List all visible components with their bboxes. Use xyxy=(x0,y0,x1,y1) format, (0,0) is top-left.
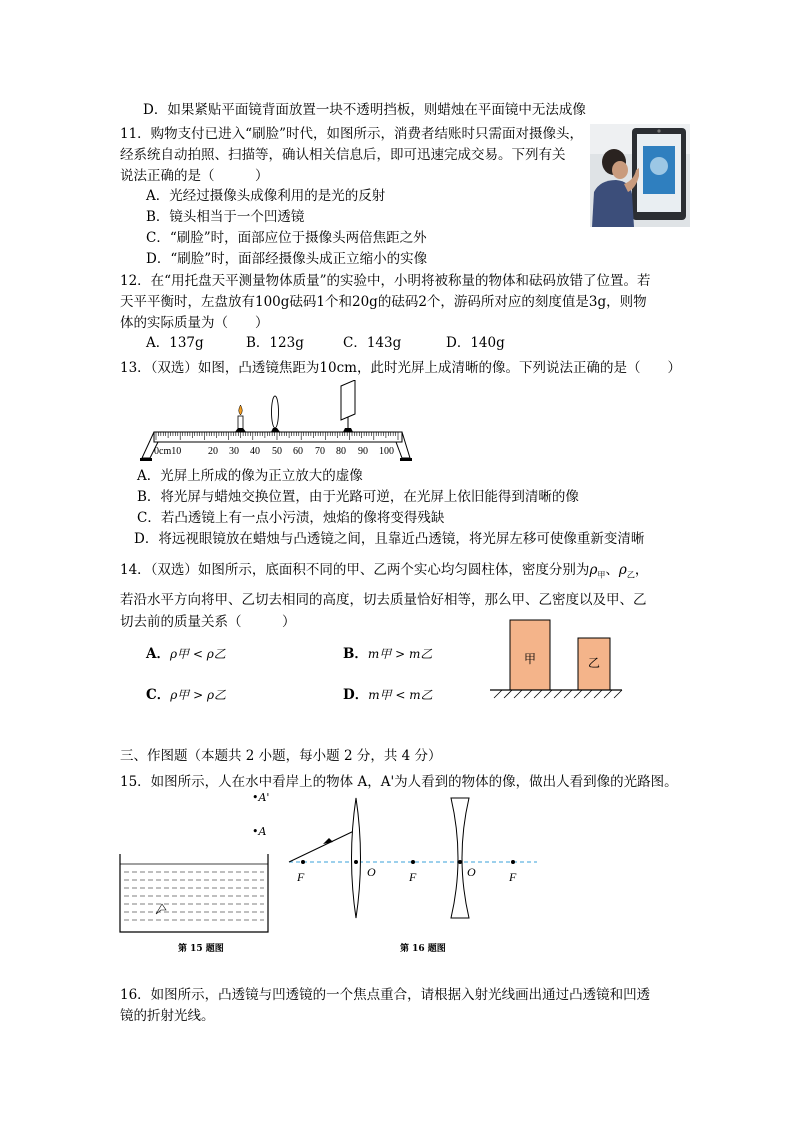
ruler-label-40: 40 xyxy=(250,446,260,457)
label-a: •A xyxy=(252,825,267,838)
q16-stem-line2: 镜的折射光线。 xyxy=(120,1008,215,1024)
q12-option-a: A．137g xyxy=(146,335,204,351)
ruler-label-0: 0cm10 xyxy=(154,446,182,457)
face-pay-photo xyxy=(590,124,690,227)
label-o1: O xyxy=(367,865,376,879)
q15-caption: 第 15 题图 xyxy=(178,944,224,954)
q14-option-b: B．m甲 > m乙 xyxy=(343,646,433,662)
q13-option-b: B．将光屏与蜡烛交换位置，由于光路可逆，在光屏上依旧能得到清晰的像 xyxy=(137,489,579,505)
ruler-label-30: 30 xyxy=(229,446,239,457)
label-o2: O xyxy=(467,865,476,879)
q16-stem-line1: 16．如图所示，凸透镜与凹透镜的一个焦点重合，请根据入射光线画出通过凸透镜和凹透 xyxy=(120,987,651,1003)
lens-system-figure xyxy=(285,792,540,920)
cylinders-figure xyxy=(488,618,624,704)
q13-option-d: D．将远视眼镜放在蜡烛与凸透镜之间，且靠近凸透镜，将光屏左移可使像重新变清晰 xyxy=(134,531,645,547)
q14-option-d: D．m甲 < m乙 xyxy=(343,687,433,703)
q13-option-a: A．光屏上所成的像为正立放大的虚像 xyxy=(137,468,363,484)
q11-option-a: A．光经过摄像头成像利用的是光的反射 xyxy=(146,188,386,204)
label-a-prime: •A' xyxy=(252,791,270,804)
ruler-label-100: 100 xyxy=(379,446,394,457)
q12-option-d: D．140g xyxy=(446,335,505,351)
q12-option-c: C．143g xyxy=(343,335,402,351)
ruler-label-50: 50 xyxy=(272,446,282,457)
ruler-label-70: 70 xyxy=(315,446,325,457)
q13-option-c: C．若凸透镜上有一点小污渍，烛焰的像将变得残缺 xyxy=(137,510,445,526)
q14-stem-line1: 14．（双选）如图所示，底面积不同的甲、乙两个实心均匀圆柱体，密度分别为$\rho_甲$、$\rho_乙$， xyxy=(120,562,649,580)
ruler-label-90: 90 xyxy=(358,446,368,457)
label-f2: F xyxy=(409,870,417,884)
q11-option-b: B．镜头相当于一个凹透镜 xyxy=(146,209,305,225)
block-jia-label: 甲 xyxy=(524,652,537,666)
q12-stem-line2: 天平平衡时，左盘放有100g砝码1个和20g的砝码2个，游码所对应的刻度值是3g，则物 xyxy=(120,294,647,310)
q12-stem-line3: 体的实际质量为（ ） xyxy=(120,315,269,331)
section-title: 三、作图题（本题共 2 小题，每小题 2 分，共 4 分） xyxy=(120,748,442,764)
label-f1: F xyxy=(297,870,305,884)
optical-bench-figure xyxy=(140,380,412,464)
q11-stem-line1: 11．购物支付已进入“刷脸”时代，如图所示，消费者结账时只需面对摄像头， xyxy=(120,126,583,142)
q14-option-a: A．ρ甲 < ρ乙 xyxy=(146,646,226,662)
q13-stem: 13．（双选）如图，凸透镜焦距为10cm，此时光屏上成清晰的像。下列说法正确的是（ ） xyxy=(120,360,681,376)
q14-stem-line2: 若沿水平方向将甲、乙切去相同的高度，切去质量恰好相等，那么甲、乙密度以及甲、乙 xyxy=(120,592,647,608)
label-f3: F xyxy=(509,870,517,884)
q15-stem: 15．如图所示，人在水中看岸上的物体 A，A'为人看到的物体的像，做出人看到像的光路图。 xyxy=(120,774,678,790)
water-tank-figure xyxy=(118,852,270,934)
q14-stem-line3: 切去前的质量关系（ ） xyxy=(120,614,296,630)
q12-option-b: B．123g xyxy=(246,335,304,351)
q11-stem-line2: 经系统自动拍照、扫描等，确认相关信息后，即可迅速完成交易。下列有关 xyxy=(120,147,566,163)
ruler-label-20: 20 xyxy=(208,446,218,457)
q12-stem-line1: 12．在“用托盘天平测量物体质量”的实验中，小明将被称量的物体和砝码放错了位置。若 xyxy=(120,273,651,289)
q11-stem-line3: 说法正确的是（ ） xyxy=(120,168,269,184)
q14-option-c: C．ρ甲 > ρ乙 xyxy=(146,687,227,703)
q10-option-d: D．如果紧贴平面镜背面放置一块不透明挡板，则蜡烛在平面镜中无法成像 xyxy=(143,102,586,118)
q16-caption: 第 16 题图 xyxy=(400,944,446,954)
q11-option-d: D．“刷脸”时，面部经摄像头成正立缩小的实像 xyxy=(146,251,428,267)
block-yi-label: 乙 xyxy=(588,656,601,670)
fish-eye-icon xyxy=(156,904,166,914)
q11-option-c: C．“刷脸”时，面部应位于摄像头两倍焦距之外 xyxy=(146,230,427,246)
ruler-label-80: 80 xyxy=(336,446,346,457)
ruler-label-60: 60 xyxy=(293,446,303,457)
